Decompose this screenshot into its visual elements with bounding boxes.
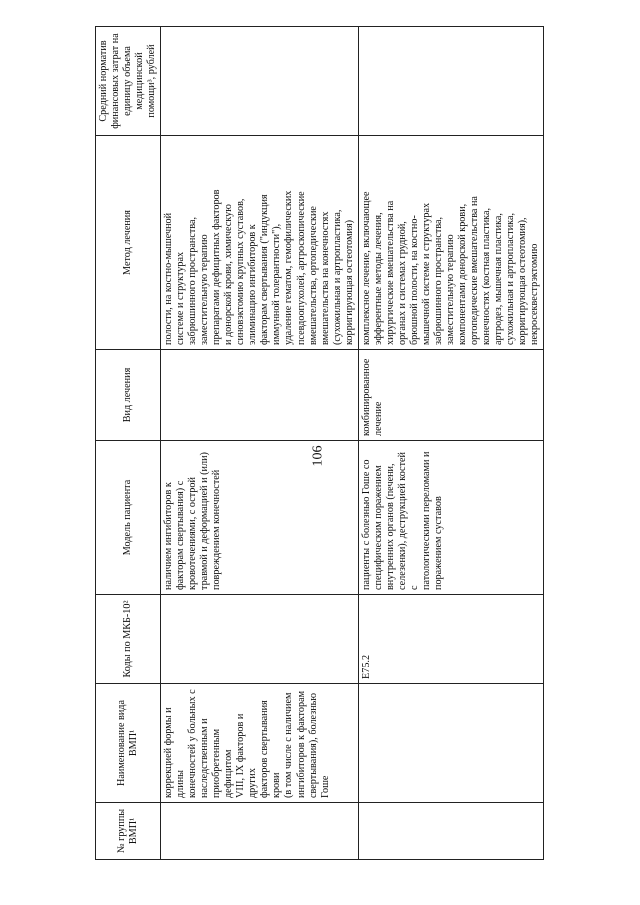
header-treatment-type: Вид лечения <box>96 350 161 441</box>
cell-group <box>161 803 359 860</box>
cell-treatment-method: полости, на костно-мышечной системе и структурах забрюшинного пространства, заместительную терапию препаратами дефицитных факторов и донорской крови, химическую синовэктомию крупных суставов, элиминацию ингибиторов к факторам свертывания ("индукция иммунной толерантности"), удаление гематом, гемофилических псевдоопухолей, артроскопические вмешательства, ортопедические вмешательства на конечностях (сухожильная и артропластика, корригирующая остеотомия) <box>161 136 359 350</box>
cell-vmp-name <box>358 684 543 803</box>
header-patient-model: Модель пациента <box>96 441 161 595</box>
header-cost-norm: Средний норматив финансовых затрат на единицу объема медицинской помощи³, рублей <box>96 27 161 136</box>
table-header-row <box>96 27 161 860</box>
cell-icd-code: E75.2 <box>358 595 543 684</box>
vmp-table <box>95 26 544 860</box>
cell-cost <box>358 27 543 136</box>
cell-group <box>358 803 543 860</box>
cell-treatment-method: комплексное лечение, включающее эфферентные методы лечения, хирургические вмешательства на органах и системах грудной, брюшной полости, на костно- мышечной системе и структурах забрюшинного пространства, заместительную терапию компонентами донорской крови, ортопедические вмешательства на конечностях (костная пластика, артродез, мышечная пластика, сухожильная и артропластика, корригирующая остеотомия), некросеквестрэктомию <box>358 136 543 350</box>
cell-icd-code <box>161 595 359 684</box>
header-group-number: № группы ВМП¹ <box>96 803 161 860</box>
header-vmp-name: Наименование вида ВМП¹ <box>96 684 161 803</box>
cell-patient-model: пациенты с болезнью Гоше со специфическим поражением внутренних органов (печени, селезенки), деструкцией костей с патологическими переломами и поражением суставов <box>358 441 543 595</box>
cell-vmp-name: коррекцией формы и длины конечностей у больных с наследственным и приобретенным дефицитом VIII, IX факторов и других факторов свертывания крови (в том числе с наличием ингибиторов к факторам свертывания), болезнью Гоше <box>161 684 359 803</box>
cell-treatment-type <box>161 350 359 441</box>
table-row <box>161 27 359 860</box>
cell-treatment-type: комбинированное лечение <box>358 350 543 441</box>
header-treatment-method: Метод лечения <box>96 136 161 350</box>
page-number: 106 <box>310 445 326 467</box>
header-icd-codes: Коды по МКБ-10² <box>96 595 161 684</box>
rotated-table-container <box>95 33 555 860</box>
cell-cost <box>161 27 359 136</box>
cell-patient-model: наличием ингибиторов к факторам свертывания) с кровотечениями, с острой травмой и деформацией и (или) повреждением конечностей <box>161 441 359 595</box>
table-row <box>358 27 543 860</box>
